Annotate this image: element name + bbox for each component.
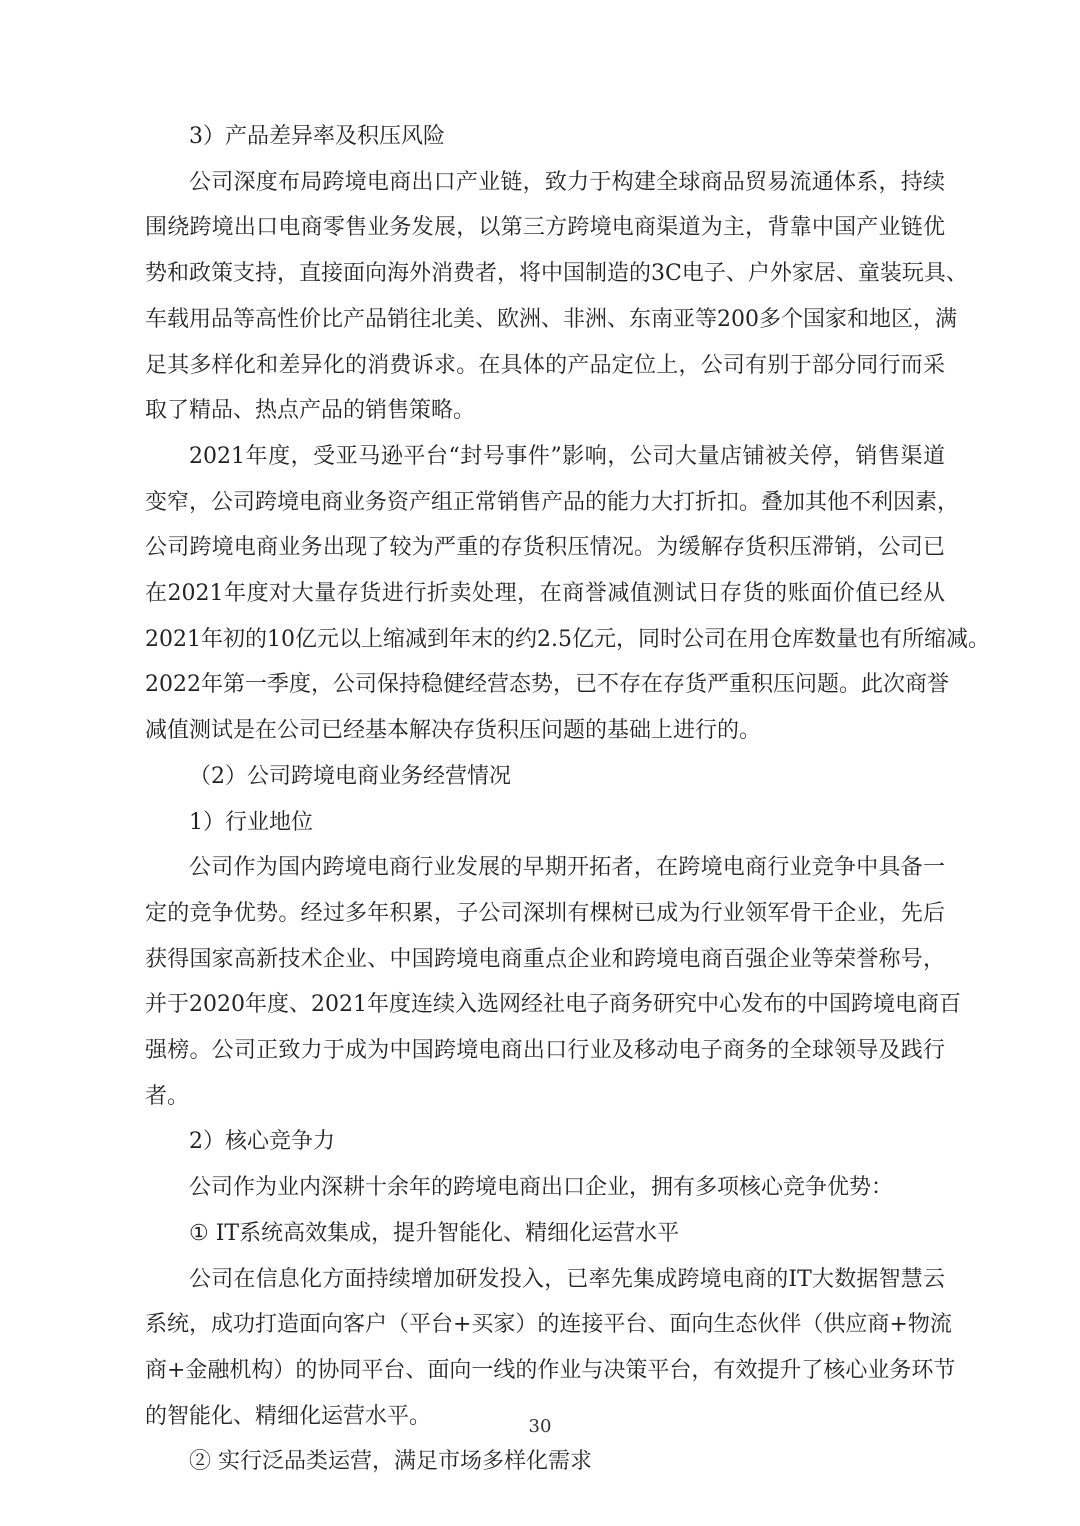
text-line: 1）行业地位 [189,809,313,835]
text-line: 3）产品差异率及积压风险 [189,124,445,149]
text-line: 围绕跨境出口电商零售业务发展，以第三方跨境电商渠道为主，背靠中国产业链优 [145,215,945,241]
text-line: 公司作为业内深耕十余年的跨境电商出口企业，拥有多项核心竞争优势： [189,1175,894,1201]
text-line: ① IT系统高效集成，提升智能化、精细化运营水平 [189,1220,680,1246]
text-line: 并于2020年度、2021年度连续入选网经社电子商务研究中心发布的中国跨境电商百 [145,992,961,1018]
text-line: 车载用品等高性价比产品销往北美、欧洲、非洲、东南亚等200多个国家和地区，满 [145,306,957,332]
text-line: 2022年第一季度，公司保持稳健经营态势，已不存在存货严重积压问题。此次商誉 [145,672,949,698]
text-line: 系统，成功打造面向客户（平台+买家）的连接平台、面向生态伙伴（供应商+物流 [145,1312,952,1338]
text-line: 势和政策支持，直接面向海外消费者，将中国制造的3C电子、户外家居、童装玩具、 [145,261,968,287]
text-line: 的智能化、精细化运营水平。 [145,1403,432,1429]
text-line: 公司作为国内跨境电商行业发展的早期开拓者，在跨境电商行业竞争中具备一 [189,855,945,881]
text-line: 2021年初的10亿元以上缩减到年末的约2.5亿元，同时公司在用仓库数量也有所缩减。 [145,626,990,652]
text-line: 减值测试是在公司已经基本解决存货积压问题的基础上进行的。 [145,718,762,744]
text-line: 2）核心竞争力 [189,1129,335,1155]
text-line: 2021年度，受亚马逊平台“封号事件”影响，公司大量店铺被关停，销售渠道 [189,443,945,469]
text-line: 公司在信息化方面持续增加研发投入，已率先集成跨境电商的IT大数据智慧云 [189,1266,945,1292]
text-line: 取了精品、热点产品的销售策略。 [145,398,476,424]
text-line: ② 实行泛品类运营，满足市场多样化需求 [189,1449,592,1475]
text-line: 商+金融机构）的协同平台、面向一线的作业与决策平台，有效提升了核心业务环节 [145,1357,956,1383]
text-line: 公司深度布局跨境电商出口产业链，致力于构建全球商品贸易流通体系，持续 [189,169,945,195]
text-line: 变窄，公司跨境电商业务资产组正常销售产品的能力大打折扣。叠加其他不利因素， [145,489,960,515]
text-line: 强榜。公司正致力于成为中国跨境电商出口行业及移动电子商务的全球领导及践行 [145,1038,945,1063]
text-line: 在2021年度对大量存货进行折卖处理，在商誉减值测试日存货的账面价值已经从 [145,581,945,606]
page-number: 30 [528,1416,552,1437]
text-line: 获得国家高新技术企业、中国跨境电商重点企业和跨境电商百强企业等荣誉称号， [145,946,945,972]
text-line: 定的竞争优势。经过多年积累，子公司深圳有棵树已成为行业领军骨干企业，先后 [145,900,945,926]
text-line: 者。 [145,1083,190,1109]
text-line: 足其多样化和差异化的消费诉求。在具体的产品定位上，公司有别于部分同行而采 [145,352,945,378]
text-line: （2）公司跨境电商业务经营情况 [189,763,511,789]
text-line: 公司跨境电商业务出现了较为严重的存货积压情况。为缓解存货积压滞销，公司已 [145,535,945,561]
